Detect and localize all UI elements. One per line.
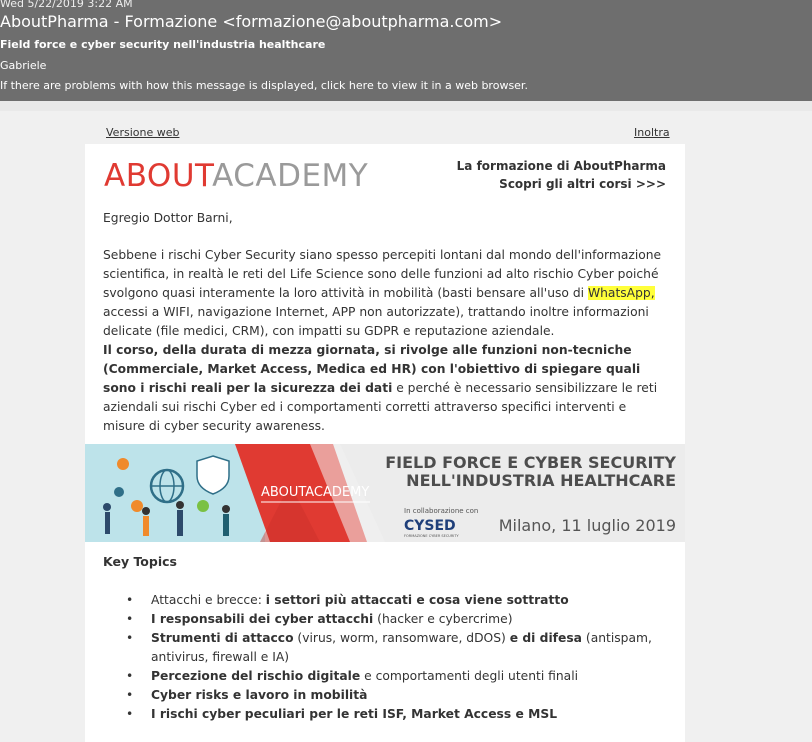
list-item: • Cyber risks e lavoro in mobilità: [151, 686, 663, 705]
logo-side-block: [457, 157, 666, 193]
course-banner[interactable]: [85, 444, 685, 542]
other-courses-link[interactable]: Scopri gli altri corsi >>>: [499, 177, 666, 191]
message-recipient[interactable]: Gabriele: [0, 59, 47, 72]
infobar-display-problems[interactable]: If there are problems with how this message is displayed, click here to view it in a web browser.: [0, 79, 528, 92]
banner-partner-sub: FORMAZIONE CYBER SECURITY: [404, 534, 459, 538]
message-date: Wed 5/22/2019 3:22 AM: [0, 0, 133, 10]
side-title: La formazione di AboutPharma: [456, 159, 666, 173]
list-item: • Strumenti di attacco (virus, worm, ransomware, dDOS) e di difesa (antispam, antivirus, firewall e IA): [151, 629, 663, 667]
banner-title-2: NELL'INDUSTRIA HEALTHCARE: [406, 471, 676, 490]
header-divider: [0, 101, 812, 111]
banner-logo: ABOUTACADEMY: [261, 485, 370, 500]
banner-city-date: Milano, 11 luglio 2019: [498, 516, 676, 535]
highlighted-text: WhatsApp,: [587, 286, 655, 300]
list-item: • Percezione del rischio digitale e comportamenti degli utenti finali: [151, 667, 663, 686]
web-version-link[interactable]: Versione web: [106, 126, 180, 139]
aboutacademy-logo[interactable]: ABOUTACADEMY: [104, 158, 369, 194]
message-header: [0, 0, 812, 101]
key-topics-list: [103, 591, 663, 724]
forward-link[interactable]: Inoltra: [634, 126, 670, 139]
banner-title-1: FIELD FORCE E CYBER SECURITY: [385, 453, 676, 472]
greeting: Egregio Dottor Barni,: [103, 211, 233, 225]
intro-text: Sebbene i rischi Cyber Security siano spesso percepiti lontani dal mondo dell'informazione scientifica, in realtà le reti del Life Science sono delle funzioni ad alto rischio Cyber poiché svolgono quasi interamente la loro attività in mobilità (basti bensare all'uso di WhatsApp, accessi a WIFI, navigazione Internet, APP non autorizzate), trattando inoltre informazioni delicate (file medici, CRM), con impatti su GDPR e reputazione aziendale. Il corso, della durata di mezza giornata, si rivolge alle funzioni non-tecniche (Commerciale, Market Access, Medica ed HR) con l'obiettivo di spiegare quali sono i rischi reali per la sicurezza dei dati e perché è necessario sensibilizzare le reti aziendali sui rischi Cyber ed i comportamenti corretti attraverso specifici interventi e misure di cyber security awareness.: [103, 248, 662, 433]
banner-partner: CYSED: [404, 518, 456, 534]
message-subject: Field force e cyber security nell'industria healthcare: [0, 38, 326, 51]
list-item: • I responsabili dei cyber attacchi (hacker e cybercrime): [151, 610, 663, 629]
list-item: • Attacchi e brecce: i settori più attaccati e cosa viene sottratto: [151, 591, 663, 610]
shield-icon: [197, 456, 229, 494]
message-sender[interactable]: AboutPharma - Formazione <formazione@aboutpharma.com>: [0, 12, 503, 31]
banner-collab: In collaborazione con: [404, 507, 479, 515]
key-topics-heading: Key Topics: [103, 554, 177, 569]
list-item: • I rischi cyber peculiari per le reti ISF, Market Access e MSL: [151, 705, 663, 724]
